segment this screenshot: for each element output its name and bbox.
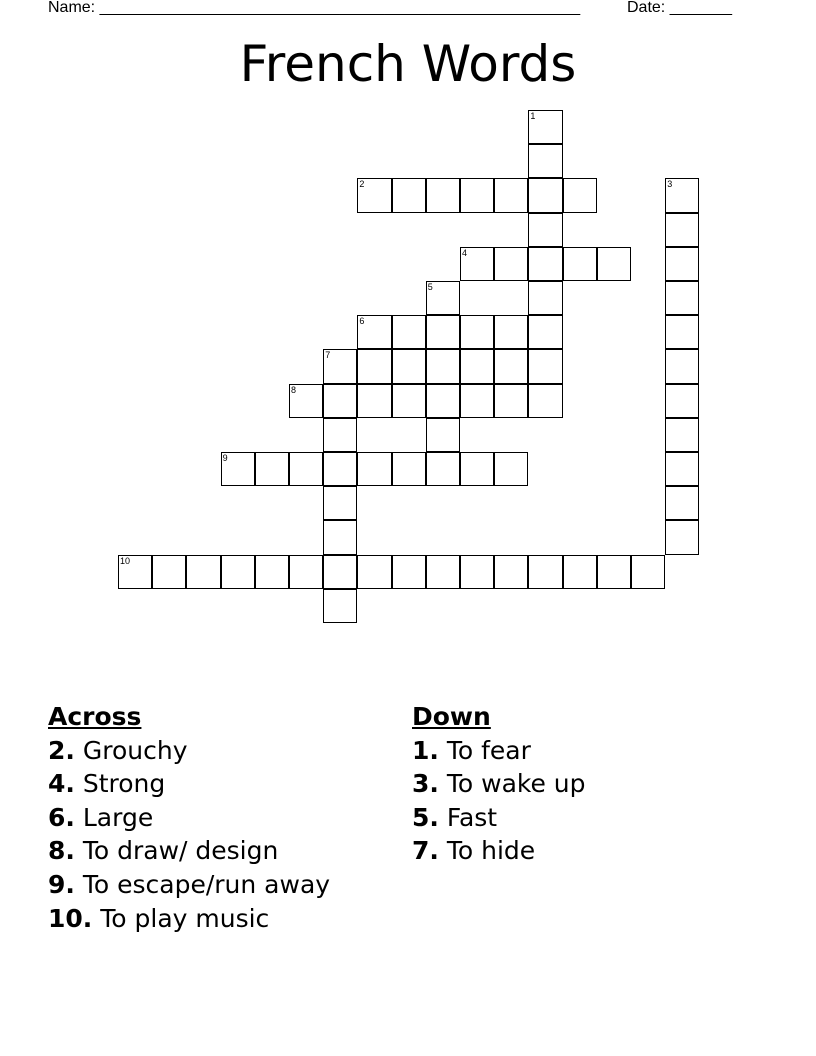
grid-cell[interactable] — [528, 178, 562, 212]
grid-cell[interactable] — [665, 315, 699, 349]
grid-cell[interactable] — [357, 452, 391, 486]
grid-cell[interactable] — [323, 349, 357, 383]
clue-number-label: 2 — [359, 179, 365, 190]
grid-cell[interactable] — [665, 247, 699, 281]
grid-cell[interactable] — [357, 555, 391, 589]
grid-cell[interactable] — [426, 555, 460, 589]
grid-cell[interactable] — [460, 349, 494, 383]
grid-cell[interactable] — [118, 555, 152, 589]
grid-cell[interactable] — [323, 418, 357, 452]
grid-cell[interactable] — [460, 178, 494, 212]
grid-cell[interactable] — [289, 452, 323, 486]
grid-cell[interactable] — [494, 555, 528, 589]
grid-cell[interactable] — [426, 281, 460, 315]
clue-item — [412, 767, 586, 801]
grid-cell[interactable] — [323, 384, 357, 418]
grid-cell[interactable] — [323, 555, 357, 589]
grid-cell[interactable] — [665, 178, 699, 212]
grid-cell[interactable] — [460, 247, 494, 281]
grid-cell[interactable] — [494, 384, 528, 418]
clue-item — [48, 734, 330, 768]
date-field[interactable]: Date: _______ — [627, 0, 732, 16]
clue-number: 8. — [48, 836, 75, 866]
clue-item — [48, 834, 330, 868]
grid-cell[interactable] — [665, 213, 699, 247]
grid-cell[interactable] — [528, 110, 562, 144]
down-heading: Down — [412, 702, 491, 731]
clue-item — [412, 834, 586, 868]
grid-cell[interactable] — [528, 555, 562, 589]
grid-cell[interactable] — [528, 213, 562, 247]
grid-cell[interactable] — [255, 452, 289, 486]
clue-number: 4. — [48, 769, 75, 799]
clue-text: To escape/run away — [82, 869, 331, 899]
name-field[interactable]: Name: ______________________________________________________ — [48, 0, 581, 16]
clue-number-label: 6 — [359, 316, 365, 327]
clue-item — [412, 734, 586, 768]
clue-item — [48, 767, 330, 801]
clue-number: 3. — [412, 769, 439, 799]
grid-cell[interactable] — [221, 555, 255, 589]
grid-cell[interactable] — [528, 349, 562, 383]
clue-item — [48, 902, 330, 936]
clue-number: 1. — [412, 735, 439, 765]
grid-cell[interactable] — [494, 349, 528, 383]
clue-number-label: 3 — [667, 179, 673, 190]
grid-cell[interactable] — [323, 520, 357, 554]
grid-cell[interactable] — [392, 555, 426, 589]
grid-cell[interactable] — [631, 555, 665, 589]
clue-text: To draw/ design — [82, 836, 279, 866]
grid-cell[interactable] — [460, 555, 494, 589]
clue-number-label: 8 — [291, 384, 297, 395]
clue-text: Strong — [82, 769, 166, 799]
grid-cell[interactable] — [152, 555, 186, 589]
clue-number: 10. — [48, 903, 93, 933]
clue-item — [48, 868, 330, 902]
grid-cell[interactable] — [665, 384, 699, 418]
grid-cell[interactable] — [528, 281, 562, 315]
grid-cell[interactable] — [460, 452, 494, 486]
clue-number: 5. — [412, 802, 439, 832]
down-clues — [412, 700, 586, 868]
clue-text: To play music — [100, 903, 270, 933]
clue-number-label: 7 — [325, 350, 331, 361]
clue-text: To fear — [446, 735, 531, 765]
grid-cell[interactable] — [528, 247, 562, 281]
clue-number: 7. — [412, 836, 439, 866]
grid-cell[interactable] — [357, 384, 391, 418]
grid-cell[interactable] — [597, 247, 631, 281]
grid-cell[interactable] — [392, 349, 426, 383]
clue-number-label: 10 — [120, 555, 131, 566]
grid-cell[interactable] — [665, 349, 699, 383]
across-clues — [48, 700, 330, 935]
grid-cell[interactable] — [426, 452, 460, 486]
grid-cell[interactable] — [426, 418, 460, 452]
grid-cell[interactable] — [221, 452, 255, 486]
grid-cell[interactable] — [460, 384, 494, 418]
grid-cell[interactable] — [186, 555, 220, 589]
grid-cell[interactable] — [665, 452, 699, 486]
grid-cell[interactable] — [494, 452, 528, 486]
grid-cell[interactable] — [494, 178, 528, 212]
clue-number: 2. — [48, 735, 75, 765]
across-heading: Across — [48, 702, 142, 731]
clue-text: Grouchy — [82, 735, 188, 765]
clue-item — [412, 801, 586, 835]
grid-cell[interactable] — [426, 178, 460, 212]
grid-cell[interactable] — [357, 178, 391, 212]
grid-cell[interactable] — [563, 247, 597, 281]
grid-cell[interactable] — [392, 178, 426, 212]
grid-cell[interactable] — [392, 315, 426, 349]
grid-cell[interactable] — [255, 555, 289, 589]
clue-number-label: 5 — [427, 282, 433, 292]
grid-cell[interactable] — [357, 315, 391, 349]
clue-number-label: 1 — [530, 111, 536, 121]
grid-cell[interactable] — [528, 384, 562, 418]
grid-cell[interactable] — [392, 384, 426, 418]
grid-cell[interactable] — [323, 486, 357, 520]
grid-cell[interactable] — [665, 281, 699, 315]
page-title: French Words — [239, 35, 577, 93]
grid-cell[interactable] — [494, 315, 528, 349]
grid-cell[interactable] — [665, 520, 699, 554]
grid-cell[interactable] — [494, 247, 528, 281]
clue-number-label: 9 — [222, 453, 228, 463]
grid-cell[interactable] — [289, 384, 323, 418]
grid-cell[interactable] — [392, 452, 426, 486]
clue-number: 6. — [48, 802, 75, 832]
grid-cell[interactable] — [323, 452, 357, 486]
clue-text: To wake up — [446, 769, 586, 799]
grid-cell[interactable] — [665, 418, 699, 452]
clue-text: Fast — [446, 802, 498, 832]
grid-cell[interactable] — [597, 555, 631, 589]
clue-item — [48, 801, 330, 835]
grid-cell[interactable] — [357, 349, 391, 383]
clue-text: To hide — [446, 836, 536, 866]
grid-cell[interactable] — [665, 486, 699, 520]
clue-text: Large — [82, 802, 154, 832]
grid-cell[interactable] — [426, 349, 460, 383]
grid-cell[interactable] — [289, 555, 323, 589]
grid-cell[interactable] — [460, 315, 494, 349]
grid-cell[interactable] — [426, 315, 460, 349]
grid-cell[interactable] — [528, 315, 562, 349]
grid-cell[interactable] — [528, 144, 562, 178]
grid-cell[interactable] — [563, 178, 597, 212]
clue-number: 9. — [48, 869, 75, 899]
grid-cell[interactable] — [563, 555, 597, 589]
grid-cell[interactable] — [323, 589, 357, 623]
grid-cell[interactable] — [426, 384, 460, 418]
clue-number-label: 4 — [462, 247, 468, 258]
